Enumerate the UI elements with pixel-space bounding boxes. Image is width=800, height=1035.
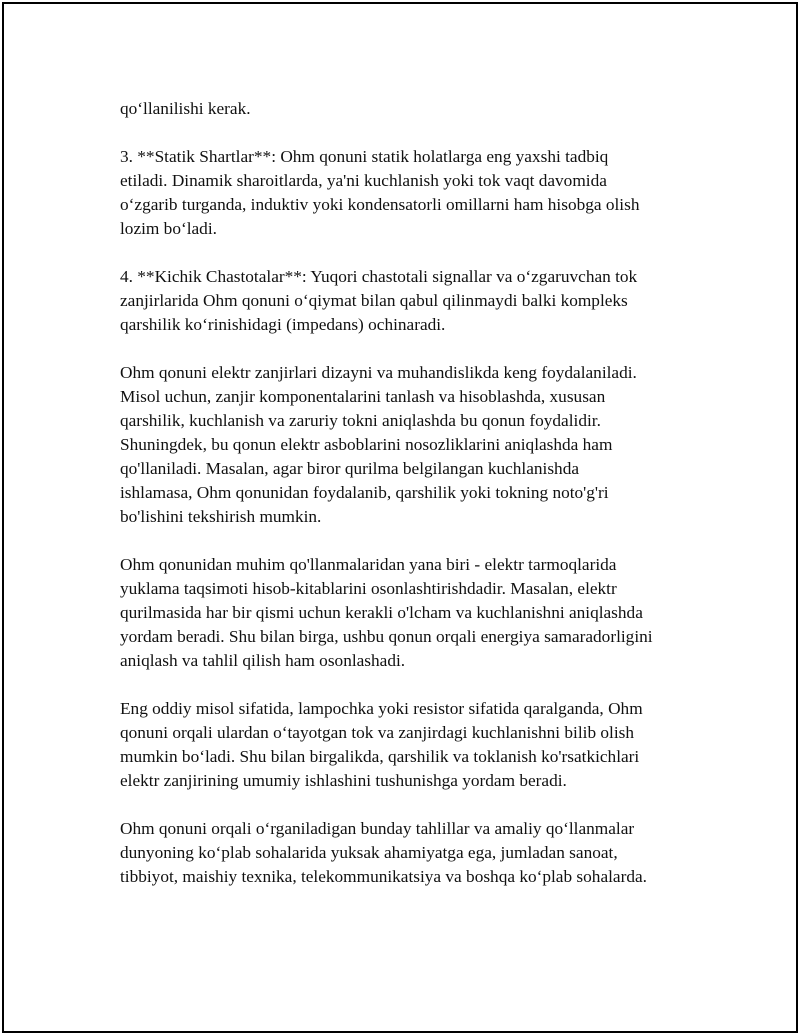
text-line: zanjirlarida Ohm qonuni o‘qiymat bilan qabul qilinmaydi balki kompleks (120, 291, 628, 310)
text-line: 4. **Kichik Chastotalar**: Yuqori chastotali signallar va o‘zgaruvchan tok (120, 267, 638, 286)
paragraph (120, 145, 710, 241)
text-line: Misol uchun, zanjir komponentalarini tanlash va hisoblashda, xususan (120, 387, 606, 406)
text-line: bo'lishini tekshirish mumkin. (120, 507, 322, 526)
paragraph-gap (120, 337, 710, 361)
paragraph (120, 361, 710, 529)
paragraph-gap (120, 673, 710, 697)
text-line: Eng oddiy misol sifatida, lampochka yoki resistor sifatida qaralganda, Ohm (120, 699, 643, 718)
text-line: qo'llaniladi. Masalan, agar biror qurilma belgilangan kuchlanishda (120, 459, 580, 478)
paragraph-gap (120, 529, 710, 553)
text-line: Ohm qonunidan muhim qo'llanmalaridan yana biri - elektr tarmoqlarida (120, 555, 617, 574)
text-line: yordam beradi. Shu bilan birga, ushbu qonun orqali energiya samaradorligini (120, 627, 653, 646)
paragraph (120, 97, 710, 121)
text-line: mumkin bo‘ladi. Shu bilan birgalikda, qarshilik va toklanish ko'rsatkichlari (120, 747, 640, 766)
document-body (120, 97, 710, 889)
paragraph-gap (120, 121, 710, 145)
paragraph (120, 817, 710, 889)
text-line: Ohm qonuni orqali o‘rganiladigan bunday tahlillar va amaliy qo‘llanmalar (120, 819, 635, 838)
text-line: Shuningdek, bu qonun elektr asboblarini nosozliklarini aniqlashda ham (120, 435, 613, 454)
text-line: etiladi. Dinamik sharoitlarda, ya'ni kuchlanish yoki tok vaqt davomida (120, 171, 607, 190)
paragraph-gap (120, 241, 710, 265)
text-line: qarshilik ko‘rinishidagi (impedans) ochinaradi. (120, 315, 446, 334)
paragraph (120, 697, 710, 793)
text-line: aniqlash va tahlil qilish ham osonlashadi. (120, 651, 406, 670)
text-line: dunyoning ko‘plab sohalarida yuksak ahamiyatga ega, jumladan sanoat, (120, 843, 618, 862)
paragraph (120, 553, 710, 673)
paragraph (120, 265, 710, 337)
text-line: yuklama taqsimoti hisob-kitablarini osonlashtirishdadir. Masalan, elektr (120, 579, 617, 598)
document-page (2, 2, 798, 1033)
text-line: lozim bo‘ladi. (120, 219, 217, 238)
text-line: elektr zanjirining umumiy ishlashini tushunishga yordam beradi. (120, 771, 567, 790)
text-line: qarshilik, kuchlanish va zaruriy tokni aniqlashda bu qonun foydalidir. (120, 411, 601, 430)
text-line: 3. **Statik Shartlar**: Ohm qonuni statik holatlarga eng yaxshi tadbiq (120, 147, 609, 166)
text-line: Ohm qonuni elektr zanjirlari dizayni va muhandislikda keng foydalaniladi. (120, 363, 637, 382)
text-line: tibbiyot, maishiy texnika, telekommunikatsiya va boshqa ko‘plab sohalarda. (120, 867, 647, 886)
text-line: qo‘llanilishi kerak. (120, 99, 251, 118)
text-line: ishlamasa, Ohm qonunidan foydalanib, qarshilik yoki tokning noto'g'ri (120, 483, 609, 502)
text-line: qurilmasida har bir qismi uchun kerakli o'lcham va kuchlanishni aniqlashda (120, 603, 643, 622)
text-line: o‘zgarib turganda, induktiv yoki kondensatorli omillarni ham hisobga olish (120, 195, 640, 214)
paragraph-gap (120, 793, 710, 817)
text-line: qonuni orqali ulardan o‘tayotgan tok va zanjirdagi kuchlanishni bilib olish (120, 723, 635, 742)
